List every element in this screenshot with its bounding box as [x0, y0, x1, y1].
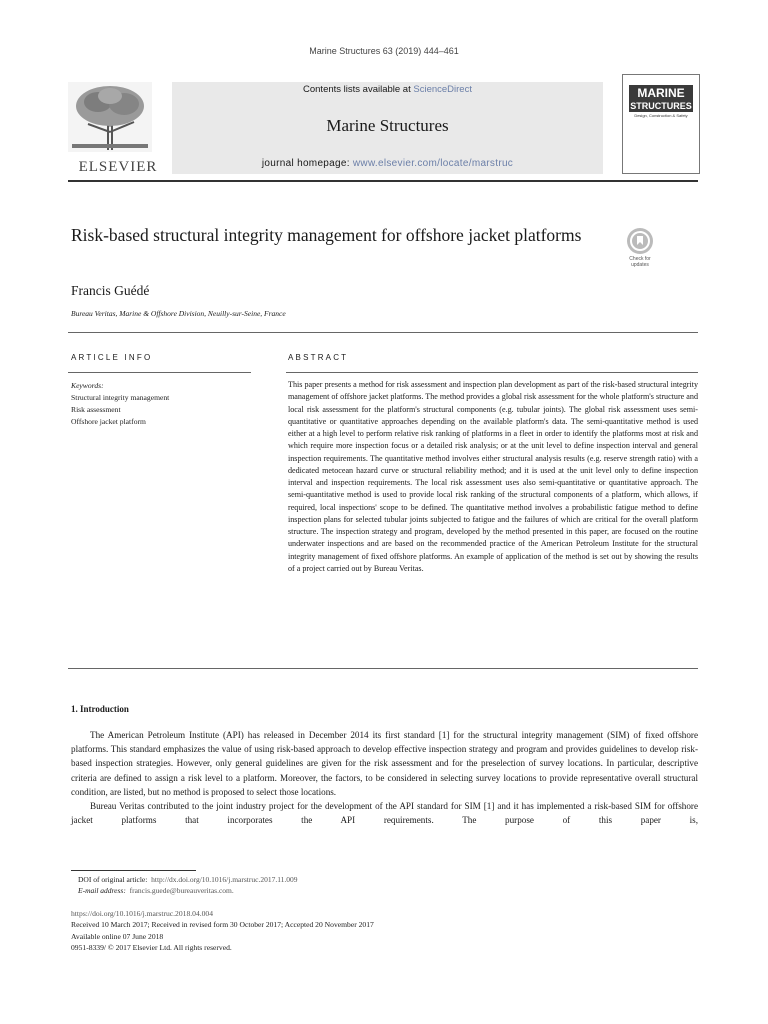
- email-link[interactable]: francis.guede@bureauveritas.com.: [129, 886, 234, 895]
- footnotes: [78, 874, 298, 896]
- abstract-bottom-divider: [68, 668, 698, 669]
- cover-title: MARINE: [629, 85, 693, 101]
- check-updates-label: Check for updates: [629, 256, 651, 268]
- homepage-link[interactable]: www.elsevier.com/locate/marstruc: [352, 158, 514, 169]
- author-affiliation: Bureau Veritas, Marine & Offshore Division, Neuilly-sur-Seine, France: [71, 309, 286, 318]
- email-label: E-mail address:: [78, 886, 126, 895]
- abstract-divider: [286, 372, 698, 373]
- abstract-text: This paper presents a method for risk assessment and inspection plan development as part of the risk-based structural integrity management of offshore jacket platforms. The method provides a global risk assessment for the whole platform's structure and local risk assessment for the platform's structural components (e.g. tubular joints). The global risk assessment uses semi-quantitative or quantitative approaches depending on the available platform's data. The semi-quantitative method is used either at a high level to perform relative risk ranking of platforms in a fleet in order to identify the platforms most at risk and which require more inspection focus or a detailed risk analysis; or at the unit level to define inspection interval and general inspection requirements. The quantitative method involves either structural analysis results (e.g. reserve strength ratio) with a dedicated metocean hazard curve or structural reliability method; and it is used at the unit level only to define inspection interval and inspection requirements. The local risk assessment uses also semi-quantitative or quantitative approach. The semi-quantitative method is used to provide local risk ranking of the structural components of a platform, which allows, if required, local inspections' scope to be defined. The quantitative method involves a probabilistic fatigue method to define inspection plans for selected tubular joints subjected to fatigue and the failures of which are critical for the overall platform structure. The inspection strategy and program, developed by the method presented in this paper, are focused on the routine underwater inspections and are based on the recommended practice of the American Petroleum Institute for the structural integrity management of fixed offshore platforms. An example of application of the method is set out by showing the results of a project carried out by Bureau Veritas.: [288, 380, 698, 573]
- journal-cover-image: [622, 74, 700, 174]
- elsevier-logo: [68, 82, 168, 174]
- contents-prefix: Contents lists available at: [303, 84, 414, 95]
- introduction-body: [71, 728, 698, 827]
- sciencedirect-link[interactable]: ScienceDirect: [413, 84, 472, 95]
- article-info-heading: ARTICLE INFO: [71, 353, 153, 362]
- publication-info: [71, 908, 374, 953]
- article-title: Risk-based structural integrity management for offshore jacket platforms: [71, 225, 582, 245]
- header-divider: [68, 180, 698, 182]
- journal-citation: Marine Structures 63 (2019) 444–461: [309, 46, 459, 56]
- paragraph: The American Petroleum Institute (API) has released in December 2014 its first standard [1] for the structural integrity management (SIM) of fixed offshore platforms. This standard emphasizes the value of using risk-based approach to develop effective inspection strategy and program and provides guidelines to develop risk-based inspection strategies. However, only general guidelines are given for the risk assessment and for the preselection of survey locations. In particular, descriptive criteria are defined to assign a risk level to a platform. Moreover, the factors, to be considered in selecting survey locations to provide representative overall structural condition, are listed, but no method is proposed to select those locations.: [71, 730, 698, 797]
- original-doi-link[interactable]: http://dx.doi.org/10.1016/j.marstruc.2017.11.009: [151, 875, 298, 884]
- tree-emblem-icon: [68, 82, 152, 152]
- article-info-divider: [68, 372, 251, 373]
- keyword-item: Structural integrity management: [71, 393, 170, 402]
- abstract-heading: ABSTRACT: [288, 353, 349, 362]
- cover-subtitle: Design, Construction & Safety: [634, 113, 688, 118]
- homepage-prefix: journal homepage:: [261, 158, 353, 169]
- article-doi-link[interactable]: https://doi.org/10.1016/j.marstruc.2018.04.004: [71, 909, 214, 918]
- available-online: Available online 07 June 2018: [71, 931, 164, 941]
- section-heading-introduction: 1. Introduction: [71, 704, 129, 714]
- copyright-line: 0951-8339/ © 2017 Elsevier Ltd. All rights reserved.: [71, 942, 232, 952]
- journal-homepage: [172, 158, 603, 169]
- received-dates: Received 10 March 2017; Received in revised form 30 October 2017; Accepted 20 November 2017: [71, 920, 374, 930]
- author-name: Francis Guédé: [71, 283, 150, 298]
- keywords-block: [71, 380, 251, 428]
- original-doi-footnote: [78, 874, 298, 885]
- paragraph: Bureau Veritas contributed to the joint industry project for the development of the API standard for SIM [1] and it has implemented a risk-based SIM for offshore jacket platforms that incorporates the API requirements. The purpose of this paper is,: [71, 801, 698, 826]
- keyword-item: Offshore jacket platform: [71, 417, 146, 426]
- publisher-name: ELSEVIER: [78, 159, 158, 175]
- keywords-label: Keywords:: [71, 381, 104, 390]
- affiliation-divider: [68, 332, 698, 333]
- contents-availability: [172, 84, 603, 95]
- email-footnote: [78, 885, 298, 896]
- journal-name: Marine Structures: [326, 116, 449, 135]
- footnote-divider: [71, 870, 196, 871]
- cover-title-line2: STRUCTURES: [630, 101, 692, 111]
- keyword-item: Risk assessment: [71, 405, 121, 414]
- doi-label: DOI of original article:: [78, 875, 148, 884]
- check-for-updates-button[interactable]: [620, 228, 660, 268]
- bookmark-icon: [627, 228, 653, 254]
